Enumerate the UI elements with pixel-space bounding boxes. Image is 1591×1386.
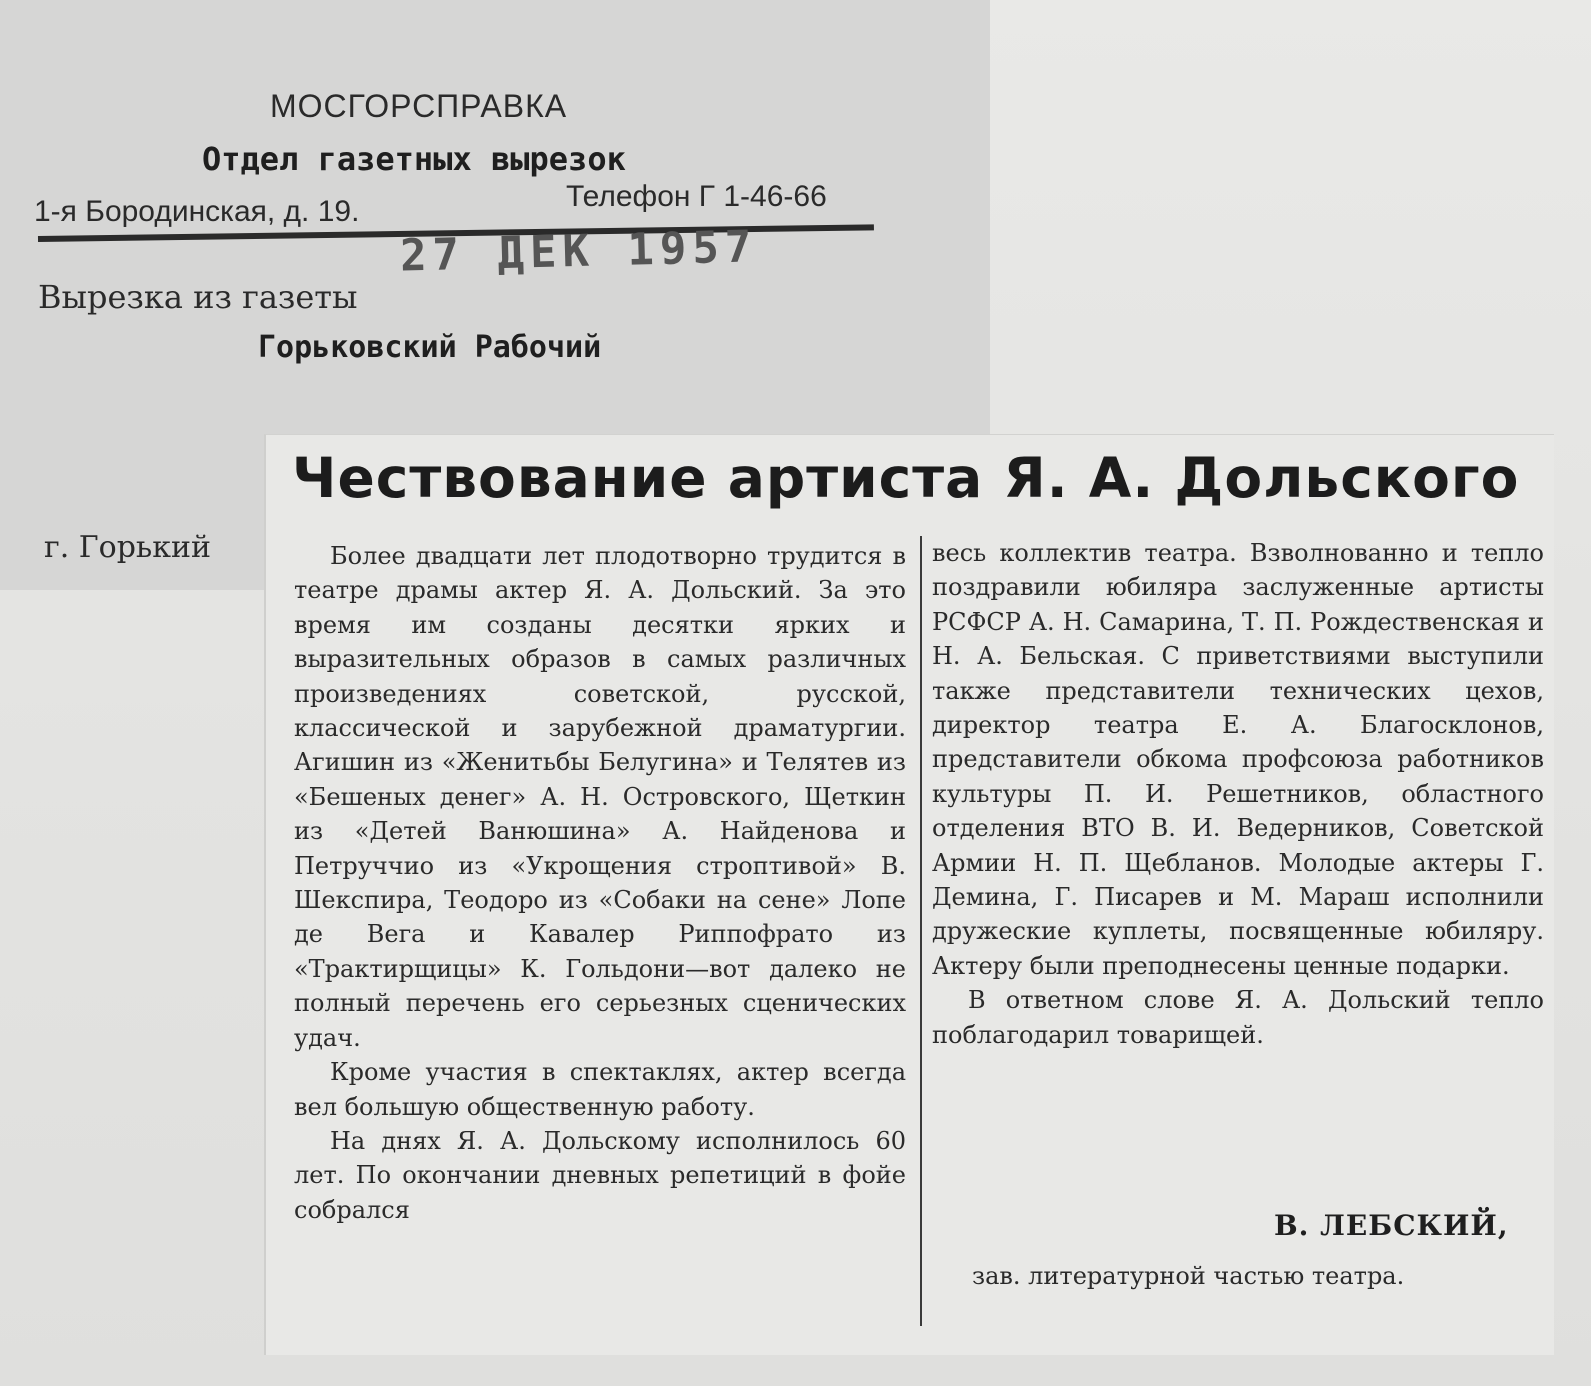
city-label: г. Горький [44, 530, 211, 565]
date-stamp: 27 ДЕК 1957 [399, 221, 759, 282]
article-column-2 [932, 536, 1544, 1052]
paragraph: Более двадцати лет плодотворно трудится в театре драмы актер Я. А. Дольский. За это время им созданы десятки ярких и выразительных образов в самых различных произведениях советской, русской, классической и зарубежной драматургии. Агишин из «Женитьбы Белугина» и Телятев из «Бешеных денег» А. Н. Островского, Щеткин из «Детей Ванюшина» А. Найденова и Петруччио из «Укрощения строптивой» В. Шекспира, Теодоро из «Собаки на сене» Лопе де Вега и Кавалер Риппофрато из «Трактирщицы» К. Гольдони—вот далеко не полный перечень его серьезных сценических удач. [294, 542, 906, 1052]
author-title: зав. литературной частью театра. [972, 1262, 1405, 1290]
agency-phone: Телефон Г 1-46-66 [566, 180, 827, 213]
paragraph: На днях Я. А. Дольскому исполнилось 60 лет. По окончании дневных репетиций в фойе собрался [294, 1126, 906, 1224]
newspaper-name: Горьковский Рабочий [258, 330, 602, 365]
paragraph: В ответном слове Я. А. Дольский тепло поблагодарил товарищей. [932, 986, 1544, 1049]
paragraph: Кроме участия в спектаклях, актер всегда вел большую общественную работу. [294, 1058, 906, 1121]
agency-name: МОСГОРСПРАВКА [270, 88, 568, 124]
column-divider [920, 536, 922, 1326]
article-column-1 [294, 539, 906, 1227]
article-headline: Чествование артиста Я. А. Дольского [292, 446, 1520, 510]
paragraph: весь коллектив театра. Взволнованно и тепло поздравили юбиляра заслуженные артисты РСФСР А. Н. Самарина, Т. П. Рождественская и Н. А. Бельская. С приветствиями выступили также представители технических цехов, директор театра Е. А. Благосклонов, представители обкома профсоюза работников культуры П. И. Решетников, областного отделения ВТО В. И. Ведерников, Советской Армии Н. П. Щебланов. Молодые актеры Г. Демина, Г. Писарев и М. Мараш исполнили дружеские куплеты, посвященные юбиляру. Актеру были преподнесены ценные подарки. [932, 539, 1544, 980]
clip-label: Вырезка из газеты [38, 278, 358, 316]
article-author: В. ЛЕБСКИЙ, [1274, 1209, 1509, 1242]
agency-address: 1-я Бородинская, д. 19. [34, 195, 360, 228]
department-name: Отдел газетных вырезок [202, 140, 626, 178]
